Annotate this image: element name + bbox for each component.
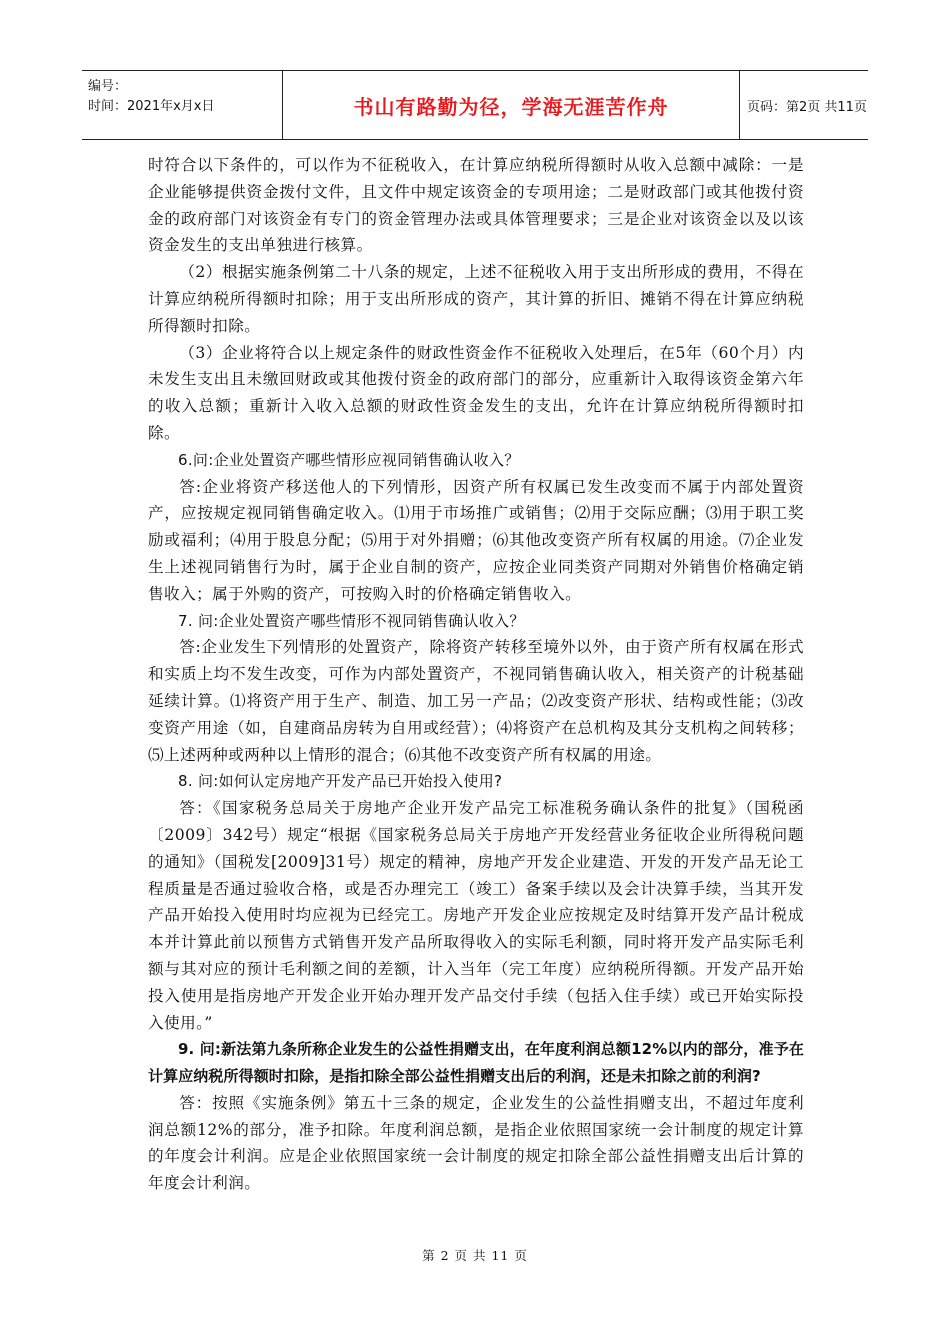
header-motto: 书山有路勤为径，学海无涯苦作舟 bbox=[353, 94, 669, 119]
document-time-label: 时间：2021年x月x日 bbox=[88, 99, 215, 114]
question-heading: 9. 问:新法第九条所称企业发生的公益性捐赠支出，在年度利润总额12%以内的部分，准予在计算应纳税所得额时扣除，是指扣除全部公益性捐赠支出后的利润，还是未扣除之前的利润? bbox=[148, 1040, 804, 1086]
page-header bbox=[82, 70, 868, 140]
answer-paragraph: 答:企业将资产移送他人的下列情形，因资产所有权属已发生改变而不属于内部处置资产，应按规定视同销售确定收入。⑴用于市场推广或销售；⑵用于交际应酬；⑶用于职工奖励或福利；⑷用于股息分配；⑸用于对外捐赠；⑹其他改变资产所有权属的用途。⑺企业发生上述视同销售行为时，属于企业自制的资产，应按企业同类资产同期对外销售价格确定销售收入；属于外购的资产，可按购入时的价格确定销售收入。 bbox=[148, 477, 804, 603]
paragraph: （2）根据实施条例第二十八条的规定，上述不征税收入用于支出所形成的费用，不得在计算应纳税所得额时扣除；用于支出所形成的资产，其计算的折旧、摊销不得在计算应纳税所得额时扣除。 bbox=[148, 263, 804, 335]
paragraph: （3）企业将符合以上规定条件的财政性资金作不征税收入处理后，在5年（60个月）内未发生支出且未缴回财政或其他拨付资金的政府部门的部分，应重新计入取得该资金第六年的收入总额；重新计入收入总额的财政性资金发生的支出，允许在计算应纳税所得额时扣除。 bbox=[148, 343, 804, 442]
page-footer: 第 2 页 共 11 页 bbox=[422, 1248, 528, 1263]
answer-paragraph: 答:企业发生下列情形的处置资产，除将资产转移至境外以外，由于资产所有权属在形式和实质上均不发生改变，可作为内部处置资产，不视同销售确认收入，相关资产的计税基础延续计算。⑴将资产用于生产、制造、加工另一产品；⑵改变资产形状、结构或性能；⑶改变资产用途（如，自建商品房转为自用或经营）；⑷将资产在总机构及其分支机构之间转移；⑸上述两种或两种以上情形的混合；⑹其他不改变资产所有权属的用途。 bbox=[148, 638, 804, 764]
answer-paragraph: 答：按照《实施条例》第五十三条的规定，企业发生的公益性捐赠支出，不超过年度利润总额12%的部分，准予扣除。年度利润总额，是指企业依照国家统一会计制度的规定计算的年度会计利润。应是企业依照国家统一会计制度的规定扣除全部公益性捐赠支出后计算的年度会计利润。 bbox=[148, 1093, 804, 1193]
question-heading: 8. 问:如何认定房地产开发产品已开始投入使用? bbox=[178, 772, 503, 791]
header-page-label: 页码：第2页 共11页 bbox=[747, 99, 867, 115]
document-body bbox=[148, 152, 804, 1197]
document-number-label: 编号： bbox=[88, 79, 128, 94]
answer-paragraph: 答：《国家税务总局关于房地产企业开发产品完工标准税务确认条件的批复》（国税函〔2009〕342号）规定“根据《国家税务总局关于房地产开发经营业务征收企业所得税问题的通知》（国税发[2009]31号）规定的精神，房地产开发企业建造、开发的开发产品无论工程质量是否通过验收合格，或是否办理完工（竣工）备案手续以及会计决算手续，当其开发产品开始投入使用时均应视为已经完工。房地产开发企业应按规定及时结算开发产品计税成本并计算此前以预售方式销售开发产品所取得收入的实际毛利额，同时将开发产品实际毛利额与其对应的预计毛利额之间的差额，计入当年（完工年度）应纳税所得额。开发产品开始投入使用是指房地产开发企业开始办理开发产品交付手续（包括入住手续）或已开始实际投入使用。” bbox=[148, 799, 804, 1032]
paragraph: 时符合以下条件的，可以作为不征税收入，在计算应纳税所得额时从收入总额中减除：一是企业能够提供资金拨付文件，且文件中规定该资金的专项用途；二是财政部门或其他拨付资金的政府部门对该资金有专门的资金管理办法或具体管理要求；三是企业对该资金以及以该资金发生的支出单独进行核算。 bbox=[148, 156, 804, 255]
question-heading: 6.问:企业处置资产哪些情形应视同销售确认收入？ bbox=[178, 450, 520, 469]
question-heading: 7. 问:企业处置资产哪些情形不视同销售确认收入？ bbox=[178, 611, 525, 630]
header-meta bbox=[82, 71, 282, 139]
header-motto-cell bbox=[282, 71, 740, 139]
